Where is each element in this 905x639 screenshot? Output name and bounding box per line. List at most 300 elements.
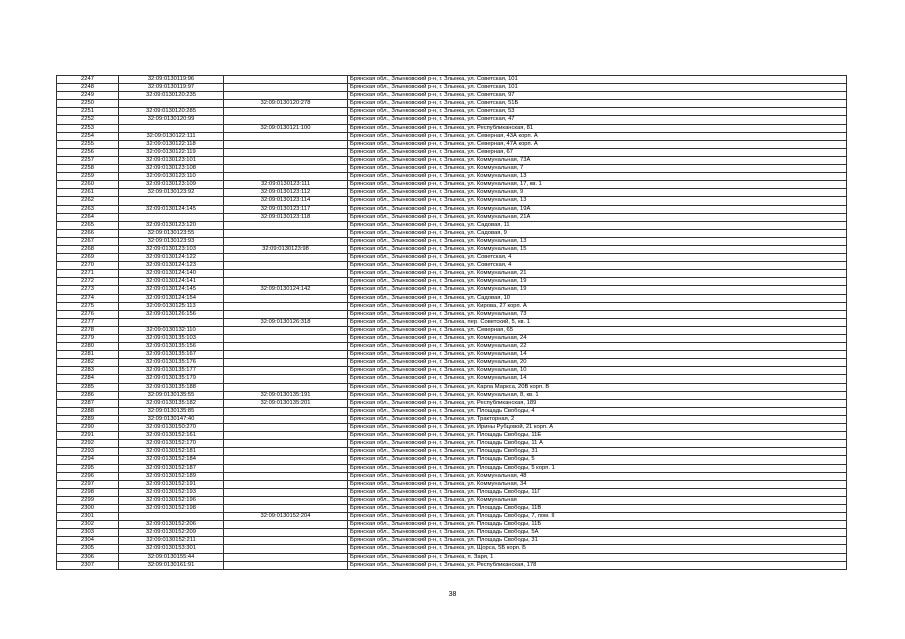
row-number-cell: 2289 — [57, 415, 119, 423]
cadastral-number-cell: 32:09:0130123:108 — [119, 165, 224, 173]
row-number-cell: 2304 — [57, 537, 119, 545]
table-row — [57, 537, 847, 545]
row-number-cell: 2290 — [57, 424, 119, 432]
cadastral-number-cell: 32:09:0130135:182 — [119, 399, 224, 407]
table-row — [57, 262, 847, 270]
table-row — [57, 343, 847, 351]
address-cell: Брянская обл., Злынковский р-н, г. Злынка, ул. Республиканская, 189 — [348, 399, 847, 407]
parent-cadastral-number-cell — [224, 173, 348, 181]
table-row — [57, 286, 847, 294]
table-row — [57, 108, 847, 116]
cadastral-number-cell: 32:09:0130135:177 — [119, 367, 224, 375]
parent-cadastral-number-cell — [224, 335, 348, 343]
parent-cadastral-number-cell: 32:09:0130126:318 — [224, 318, 348, 326]
row-number-cell: 2305 — [57, 545, 119, 553]
table-row — [57, 521, 847, 529]
table-row — [57, 335, 847, 343]
parent-cadastral-number-cell — [224, 537, 348, 545]
row-number-cell: 2260 — [57, 181, 119, 189]
parent-cadastral-number-cell — [224, 132, 348, 140]
address-cell: Брянская обл., Злынковский р-н, г. Злынка, ул. Площадь Свободы, 4 — [348, 407, 847, 415]
row-number-cell: 2253 — [57, 124, 119, 132]
table-row — [57, 424, 847, 432]
row-number-cell: 2300 — [57, 504, 119, 512]
row-number-cell: 2267 — [57, 237, 119, 245]
table-row — [57, 173, 847, 181]
address-cell: Брянская обл., Злынковский р-н, г. Злынка, ул. Коммунальная, 7 — [348, 165, 847, 173]
table-row — [57, 76, 847, 84]
row-number-cell: 2251 — [57, 108, 119, 116]
parent-cadastral-number-cell: 32:09:0130152:204 — [224, 513, 348, 521]
row-number-cell: 2298 — [57, 488, 119, 496]
table-row — [57, 472, 847, 480]
table-row — [57, 310, 847, 318]
address-cell: Брянская обл., Злынковский р-н, г. Злынка, ул. Советская, 51Б — [348, 100, 847, 108]
cadastral-number-cell: 32:09:0130124:122 — [119, 254, 224, 262]
cadastral-number-cell: 32:09:0130155:44 — [119, 553, 224, 561]
row-number-cell: 2250 — [57, 100, 119, 108]
table-row — [57, 529, 847, 537]
row-number-cell: 2282 — [57, 359, 119, 367]
address-cell: Брянская обл., Злынковский р-н, г. Злынка, ул. Ирины Рубцовой, 21 корп. А — [348, 424, 847, 432]
cadastral-number-cell: 32:09:0130124:123 — [119, 262, 224, 270]
cadastral-number-cell: 32:09:0130152:198 — [119, 504, 224, 512]
address-cell: Брянская обл., Злынковский р-н, г. Злынка, ул. Коммунальная, 48 — [348, 472, 847, 480]
address-cell: Брянская обл., Злынковский р-н, г. Злынка, ул. Площадь Свободы, 7, пом. II — [348, 513, 847, 521]
address-cell: Брянская обл., Злынковский р-н, г. Злынка, ул. Коммунальная, 22 — [348, 343, 847, 351]
parent-cadastral-number-cell — [224, 302, 348, 310]
parent-cadastral-number-cell — [224, 326, 348, 334]
table-row — [57, 189, 847, 197]
address-cell: Брянская обл., Злынковский р-н, г. Злынка, ул. Северная, 47А корп. А — [348, 140, 847, 148]
address-cell: Брянская обл., Злынковский р-н, г. Злынка, ул. Коммунальная, 15 — [348, 245, 847, 253]
address-cell: Брянская обл., Злынковский р-н, г. Злынка, ул. Коммунальная, 21 — [348, 270, 847, 278]
parent-cadastral-number-cell — [224, 407, 348, 415]
row-number-cell: 2278 — [57, 326, 119, 334]
row-number-cell: 2247 — [57, 76, 119, 84]
row-number-cell: 2292 — [57, 440, 119, 448]
table-row — [57, 440, 847, 448]
row-number-cell: 2306 — [57, 553, 119, 561]
parent-cadastral-number-cell — [224, 367, 348, 375]
cadastral-number-cell — [119, 213, 224, 221]
address-cell: Брянская обл., Злынковский р-н, г. Злынка, ул. Северная, 67 — [348, 148, 847, 156]
cadastral-number-cell: 32:09:0130124:154 — [119, 294, 224, 302]
table-row — [57, 383, 847, 391]
cadastral-number-cell: 32:09:0130152:193 — [119, 488, 224, 496]
row-number-cell: 2265 — [57, 221, 119, 229]
parent-cadastral-number-cell — [224, 448, 348, 456]
row-number-cell: 2283 — [57, 367, 119, 375]
table-row — [57, 205, 847, 213]
address-cell: Брянская обл., Злынковский р-н, г. Злынка, ул. Коммунальная, 13 — [348, 173, 847, 181]
address-cell: Брянская обл., Злынковский р-н, г. Злынка, ул. Тракторная, 2 — [348, 415, 847, 423]
cadastral-number-cell: 32:09:0130123:55 — [119, 229, 224, 237]
table-row — [57, 156, 847, 164]
parent-cadastral-number-cell — [224, 84, 348, 92]
table-row — [57, 124, 847, 132]
address-cell: Брянская обл., Злынковский р-н, г. Злынка, ул. Коммунальная, 19 — [348, 278, 847, 286]
parent-cadastral-number-cell — [224, 553, 348, 561]
cadastral-number-cell: 32:09:0130124:141 — [119, 278, 224, 286]
address-cell: Брянская обл., Злынковский р-н, г. Злынка, ул. Советская, 4 — [348, 262, 847, 270]
cadastral-number-cell: 32:09:0130124:145 — [119, 286, 224, 294]
address-cell: Брянская обл., Злынковский р-н, г. Злынка, ул. Площадь Свободы, 31 — [348, 448, 847, 456]
row-number-cell: 2249 — [57, 92, 119, 100]
address-cell: Брянская обл., Злынковский р-н, г. Злынка, пер. Советский, 5, кв. 1 — [348, 318, 847, 326]
parent-cadastral-number-cell — [224, 375, 348, 383]
cadastral-number-cell: 32:09:0130123:110 — [119, 173, 224, 181]
row-number-cell: 2274 — [57, 294, 119, 302]
parent-cadastral-number-cell — [224, 521, 348, 529]
cadastral-number-cell — [119, 197, 224, 205]
parent-cadastral-number-cell: 32:09:0130124:142 — [224, 286, 348, 294]
row-number-cell: 2297 — [57, 480, 119, 488]
parent-cadastral-number-cell: 32:09:0130121:100 — [224, 124, 348, 132]
table-row — [57, 100, 847, 108]
table-row — [57, 140, 847, 148]
parent-cadastral-number-cell — [224, 270, 348, 278]
address-cell: Брянская обл., Злынковский р-н, г. Злынка, ул. Карла Маркса, 20В корп. В — [348, 383, 847, 391]
table-row — [57, 504, 847, 512]
cadastral-number-cell — [119, 124, 224, 132]
table-row — [57, 375, 847, 383]
cadastral-number-cell: 32:09:0130119:96 — [119, 76, 224, 84]
row-number-cell: 2276 — [57, 310, 119, 318]
address-cell: Брянская обл., Злынковский р-н, г. Злынка, ул. Площадь Свободы, 11Г — [348, 488, 847, 496]
parent-cadastral-number-cell — [224, 237, 348, 245]
address-cell: Брянская обл., Злынковский р-н, г. Злынка, ул. Коммунальная, 14 — [348, 351, 847, 359]
row-number-cell: 2295 — [57, 464, 119, 472]
cadastral-number-cell: 32:09:0130120:99 — [119, 116, 224, 124]
row-number-cell: 2287 — [57, 399, 119, 407]
row-number-cell: 2270 — [57, 262, 119, 270]
cadastral-number-cell: 32:09:0130120:285 — [119, 108, 224, 116]
cadastral-number-cell: 32:09:0130122:119 — [119, 148, 224, 156]
parent-cadastral-number-cell — [224, 383, 348, 391]
table-row — [57, 432, 847, 440]
parent-cadastral-number-cell — [224, 440, 348, 448]
parent-cadastral-number-cell — [224, 456, 348, 464]
cadastral-number-cell: 32:09:0130152:206 — [119, 521, 224, 529]
row-number-cell: 2255 — [57, 140, 119, 148]
table-row — [57, 399, 847, 407]
address-cell: Брянская обл., Злынковский р-н, г. Злынка, ул. Советская, 4 — [348, 254, 847, 262]
address-cell: Брянская обл., Злынковский р-н, г. Злынка, ул. Советская, 101 — [348, 76, 847, 84]
address-cell: Брянская обл., Злынковский р-н, г. Злынка, ул. Коммунальная, 24 — [348, 335, 847, 343]
address-cell: Брянская обл., Злынковский р-н, г. Злынка, ул. Советская, 97 — [348, 92, 847, 100]
address-cell: Брянская обл., Злынковский р-н, г. Злынка, ул. Кирова, 27 корп. А — [348, 302, 847, 310]
table-row — [57, 181, 847, 189]
row-number-cell: 2258 — [57, 165, 119, 173]
cadastral-number-cell: 32:09:0130132:110 — [119, 326, 224, 334]
address-cell: Брянская обл., Злынковский р-н, г. Злынка, ул. Коммунальная, 19А — [348, 205, 847, 213]
table-row — [57, 270, 847, 278]
parent-cadastral-number-cell — [224, 278, 348, 286]
cadastral-number-cell: 32:09:0130123:101 — [119, 156, 224, 164]
row-number-cell: 2286 — [57, 391, 119, 399]
parent-cadastral-number-cell — [224, 561, 348, 569]
parent-cadastral-number-cell — [224, 545, 348, 553]
parent-cadastral-number-cell — [224, 351, 348, 359]
cadastral-number-cell: 32:09:0130152:187 — [119, 464, 224, 472]
parent-cadastral-number-cell: 32:09:0130123:114 — [224, 197, 348, 205]
table-row — [57, 197, 847, 205]
row-number-cell: 2252 — [57, 116, 119, 124]
address-cell: Брянская обл., Злынковский р-н, г. Злынка, ул. Площадь Свободы, 11В — [348, 504, 847, 512]
address-cell: Брянская обл., Злынковский р-н, г. Злынка, ул. Советская, 53 — [348, 108, 847, 116]
parent-cadastral-number-cell: 32:09:0130123:111 — [224, 181, 348, 189]
table-row — [57, 391, 847, 399]
cadastral-number-cell: 32:09:0130147:40 — [119, 415, 224, 423]
address-cell: Брянская обл., Злынковский р-н, г. Злынка, ул. Коммунальная, 34 — [348, 480, 847, 488]
parent-cadastral-number-cell: 32:09:0130123:98 — [224, 245, 348, 253]
cadastral-number-cell: 32:09:0130123:103 — [119, 245, 224, 253]
parent-cadastral-number-cell — [224, 294, 348, 302]
cadastral-number-cell: 32:09:0130123:120 — [119, 221, 224, 229]
cadastral-number-cell: 32:09:0130152:181 — [119, 448, 224, 456]
table-row — [57, 92, 847, 100]
cadastral-number-cell: 32:09:0130123:109 — [119, 181, 224, 189]
table-row — [57, 116, 847, 124]
table-row — [57, 302, 847, 310]
parent-cadastral-number-cell — [224, 424, 348, 432]
parent-cadastral-number-cell — [224, 92, 348, 100]
parent-cadastral-number-cell — [224, 310, 348, 318]
table-row — [57, 488, 847, 496]
cadastral-number-cell: 32:09:0130125:113 — [119, 302, 224, 310]
address-cell: Брянская обл., Злынковский р-н, г. Злынка, ул. Площадь Свободы, 31 — [348, 537, 847, 545]
address-cell: Брянская обл., Злынковский р-н, г. Злынка, ул. Площадь Свободы, 5 корп. 1 — [348, 464, 847, 472]
cadastral-number-cell: 32:09:0130161:91 — [119, 561, 224, 569]
address-cell: Брянская обл., Злынковский р-н, г. Злынка, ул. Республиканская, 178 — [348, 561, 847, 569]
parent-cadastral-number-cell — [224, 254, 348, 262]
address-cell: Брянская обл., Злынковский р-н, г. Злынка, ул. Коммунальная, 13 — [348, 197, 847, 205]
cadastral-number-cell: 32:09:0130120:235 — [119, 92, 224, 100]
cadastral-table — [56, 75, 847, 570]
address-cell: Брянская обл., Злынковский р-н, г. Злынка, п. Заря, 1 — [348, 553, 847, 561]
table-row — [57, 415, 847, 423]
address-cell: Брянская обл., Злынковский р-н, г. Злынка, ул. Северная, 43А корп. А — [348, 132, 847, 140]
cadastral-number-cell: 32:09:0130152:161 — [119, 432, 224, 440]
address-cell: Брянская обл., Злынковский р-н, г. Злынка, ул. Коммунальная, 14 — [348, 375, 847, 383]
table-row — [57, 351, 847, 359]
parent-cadastral-number-cell — [224, 116, 348, 124]
row-number-cell: 2268 — [57, 245, 119, 253]
address-cell: Брянская обл., Злынковский р-н, г. Злынка, ул. Садовая, 9 — [348, 229, 847, 237]
parent-cadastral-number-cell — [224, 488, 348, 496]
cadastral-number-cell: 32:09:0130135:188 — [119, 383, 224, 391]
table-row — [57, 237, 847, 245]
parent-cadastral-number-cell: 32:09:0130123:118 — [224, 213, 348, 221]
address-cell: Брянская обл., Злынковский р-н, г. Злынка, ул. Коммунальная — [348, 496, 847, 504]
address-cell: Брянская обл., Злынковский р-н, г. Злынка, ул. Площадь Свободы, 5 — [348, 456, 847, 464]
row-number-cell: 2264 — [57, 213, 119, 221]
address-cell: Брянская обл., Злынковский р-н, г. Злынка, ул. Садовая, 10 — [348, 294, 847, 302]
address-cell: Брянская обл., Злынковский р-н, г. Злынка, ул. Коммунальная, 13 — [348, 237, 847, 245]
row-number-cell: 2254 — [57, 132, 119, 140]
row-number-cell: 2302 — [57, 521, 119, 529]
table-row — [57, 448, 847, 456]
parent-cadastral-number-cell — [224, 480, 348, 488]
cadastral-number-cell: 32:09:0130152:209 — [119, 529, 224, 537]
parent-cadastral-number-cell: 32:09:0130135:191 — [224, 391, 348, 399]
cadastral-number-cell: 32:09:0130150:270 — [119, 424, 224, 432]
address-cell: Брянская обл., Злынковский р-н, г. Злынка, ул. Советская, 47 — [348, 116, 847, 124]
cadastral-number-cell: 32:09:0130126:156 — [119, 310, 224, 318]
row-number-cell: 2266 — [57, 229, 119, 237]
parent-cadastral-number-cell — [224, 221, 348, 229]
table-row — [57, 367, 847, 375]
address-cell: Брянская обл., Злынковский р-н, г. Злынка, ул. Республиканская, 81 — [348, 124, 847, 132]
cadastral-number-cell: 32:09:0130122:111 — [119, 132, 224, 140]
parent-cadastral-number-cell: 32:09:0130135:201 — [224, 399, 348, 407]
cadastral-number-cell: 32:09:0130135:156 — [119, 343, 224, 351]
cadastral-number-cell: 32:09:0130122:118 — [119, 140, 224, 148]
parent-cadastral-number-cell — [224, 472, 348, 480]
cadastral-number-cell: 32:09:0130152:170 — [119, 440, 224, 448]
table-row — [57, 294, 847, 302]
cadastral-number-cell: 32:09:0130152:189 — [119, 472, 224, 480]
address-cell: Брянская обл., Злынковский р-н, г. Злынка, ул. Коммунальная, 9 — [348, 189, 847, 197]
parent-cadastral-number-cell — [224, 504, 348, 512]
row-number-cell: 2299 — [57, 496, 119, 504]
table-row — [57, 245, 847, 253]
row-number-cell: 2284 — [57, 375, 119, 383]
row-number-cell: 2262 — [57, 197, 119, 205]
parent-cadastral-number-cell: 32:09:0130123:112 — [224, 189, 348, 197]
parent-cadastral-number-cell — [224, 229, 348, 237]
table-row — [57, 464, 847, 472]
row-number-cell: 2269 — [57, 254, 119, 262]
parent-cadastral-number-cell — [224, 415, 348, 423]
cadastral-number-cell: 32:09:0130119:97 — [119, 84, 224, 92]
table-row — [57, 229, 847, 237]
cadastral-number-cell: 32:09:0130152:211 — [119, 537, 224, 545]
cadastral-number-cell: 32:09:0130152:196 — [119, 496, 224, 504]
parent-cadastral-number-cell — [224, 343, 348, 351]
row-number-cell: 2281 — [57, 351, 119, 359]
cadastral-number-cell: 32:09:0130135:167 — [119, 351, 224, 359]
cadastral-number-cell: 32:09:0130123:93 — [119, 237, 224, 245]
row-number-cell: 2288 — [57, 407, 119, 415]
address-cell: Брянская обл., Злынковский р-н, г. Злынка, ул. Садовая, 11 — [348, 221, 847, 229]
row-number-cell: 2275 — [57, 302, 119, 310]
address-cell: Брянская обл., Злынковский р-н, г. Злынка, ул. Коммунальная, 20 — [348, 359, 847, 367]
address-cell: Брянская обл., Злынковский р-н, г. Злынка, ул. Коммунальная, 73А — [348, 156, 847, 164]
parent-cadastral-number-cell: 32:09:0130123:117 — [224, 205, 348, 213]
cadastral-number-cell: 32:09:0130135:179 — [119, 375, 224, 383]
table-row — [57, 213, 847, 221]
table-row — [57, 496, 847, 504]
table-row — [57, 254, 847, 262]
row-number-cell: 2257 — [57, 156, 119, 164]
address-cell: Брянская обл., Злынковский р-н, г. Злынка, ул. Площадь Свободы, 5А — [348, 529, 847, 537]
cadastral-number-cell: 32:09:0130135:103 — [119, 335, 224, 343]
table-row — [57, 148, 847, 156]
parent-cadastral-number-cell — [224, 140, 348, 148]
cadastral-number-cell: 32:09:0130153:301 — [119, 545, 224, 553]
table-row — [57, 553, 847, 561]
parent-cadastral-number-cell — [224, 76, 348, 84]
row-number-cell: 2261 — [57, 189, 119, 197]
row-number-cell: 2307 — [57, 561, 119, 569]
row-number-cell: 2272 — [57, 278, 119, 286]
table-row — [57, 278, 847, 286]
parent-cadastral-number-cell — [224, 496, 348, 504]
table-row — [57, 326, 847, 334]
row-number-cell: 2263 — [57, 205, 119, 213]
row-number-cell: 2291 — [57, 432, 119, 440]
table-body — [57, 76, 847, 570]
row-number-cell: 2293 — [57, 448, 119, 456]
parent-cadastral-number-cell — [224, 432, 348, 440]
parent-cadastral-number-cell — [224, 529, 348, 537]
table-row — [57, 165, 847, 173]
table-row — [57, 480, 847, 488]
address-cell: Брянская обл., Злынковский р-н, г. Злынка, ул. Площадь Свободы, 11Б — [348, 521, 847, 529]
table-row — [57, 359, 847, 367]
parent-cadastral-number-cell — [224, 359, 348, 367]
row-number-cell: 2301 — [57, 513, 119, 521]
address-cell: Брянская обл., Злынковский р-н, г. Злынка, ул. Площадь Свободы, 11Е — [348, 432, 847, 440]
address-cell: Брянская обл., Злынковский р-н, г. Злынка, ул. Щорса, 5Б корп. Б — [348, 545, 847, 553]
cadastral-number-cell: 32:09:0130135:55 — [119, 391, 224, 399]
parent-cadastral-number-cell — [224, 108, 348, 116]
row-number-cell: 2256 — [57, 148, 119, 156]
cadastral-number-cell: 32:09:0130152:184 — [119, 456, 224, 464]
cadastral-number-cell: 32:09:0130124:145 — [119, 205, 224, 213]
cadastral-number-cell — [119, 513, 224, 521]
row-number-cell: 2277 — [57, 318, 119, 326]
row-number-cell: 2294 — [57, 456, 119, 464]
row-number-cell: 2259 — [57, 173, 119, 181]
table-row — [57, 407, 847, 415]
row-number-cell: 2279 — [57, 335, 119, 343]
table-row — [57, 545, 847, 553]
parent-cadastral-number-cell — [224, 464, 348, 472]
address-cell: Брянская обл., Злынковский р-н, г. Злынка, ул. Коммунальная, 19 — [348, 286, 847, 294]
parent-cadastral-number-cell — [224, 165, 348, 173]
address-cell: Брянская обл., Злынковский р-н, г. Злынка, ул. Коммунальная, 17, кв. 1 — [348, 181, 847, 189]
row-number-cell: 2280 — [57, 343, 119, 351]
cadastral-number-cell: 32:09:0130123:92 — [119, 189, 224, 197]
cadastral-number-cell: 32:09:0130124:140 — [119, 270, 224, 278]
table-row — [57, 221, 847, 229]
parent-cadastral-number-cell — [224, 148, 348, 156]
parent-cadastral-number-cell: 32:09:0130120:278 — [224, 100, 348, 108]
cadastral-number-cell: 32:09:0130135:85 — [119, 407, 224, 415]
table-row — [57, 132, 847, 140]
address-cell: Брянская обл., Злынковский р-н, г. Злынка, ул. Площадь Свободы, 11 А — [348, 440, 847, 448]
parent-cadastral-number-cell — [224, 156, 348, 164]
cadastral-number-cell — [119, 100, 224, 108]
table-row — [57, 513, 847, 521]
table-row — [57, 318, 847, 326]
row-number-cell: 2303 — [57, 529, 119, 537]
table-row — [57, 561, 847, 569]
row-number-cell: 2296 — [57, 472, 119, 480]
address-cell: Брянская обл., Злынковский р-н, г. Злынка, ул. Коммунальная, 8, кв. 1 — [348, 391, 847, 399]
parent-cadastral-number-cell — [224, 262, 348, 270]
address-cell: Брянская обл., Злынковский р-н, г. Злынка, ул. Коммунальная, 73 — [348, 310, 847, 318]
address-cell: Брянская обл., Злынковский р-н, г. Злынка, ул. Советская, 101 — [348, 84, 847, 92]
table-row — [57, 456, 847, 464]
row-number-cell: 2273 — [57, 286, 119, 294]
address-cell: Брянская обл., Злынковский р-н, г. Злынка, ул. Северная, 65 — [348, 326, 847, 334]
row-number-cell: 2248 — [57, 84, 119, 92]
row-number-cell: 2285 — [57, 383, 119, 391]
